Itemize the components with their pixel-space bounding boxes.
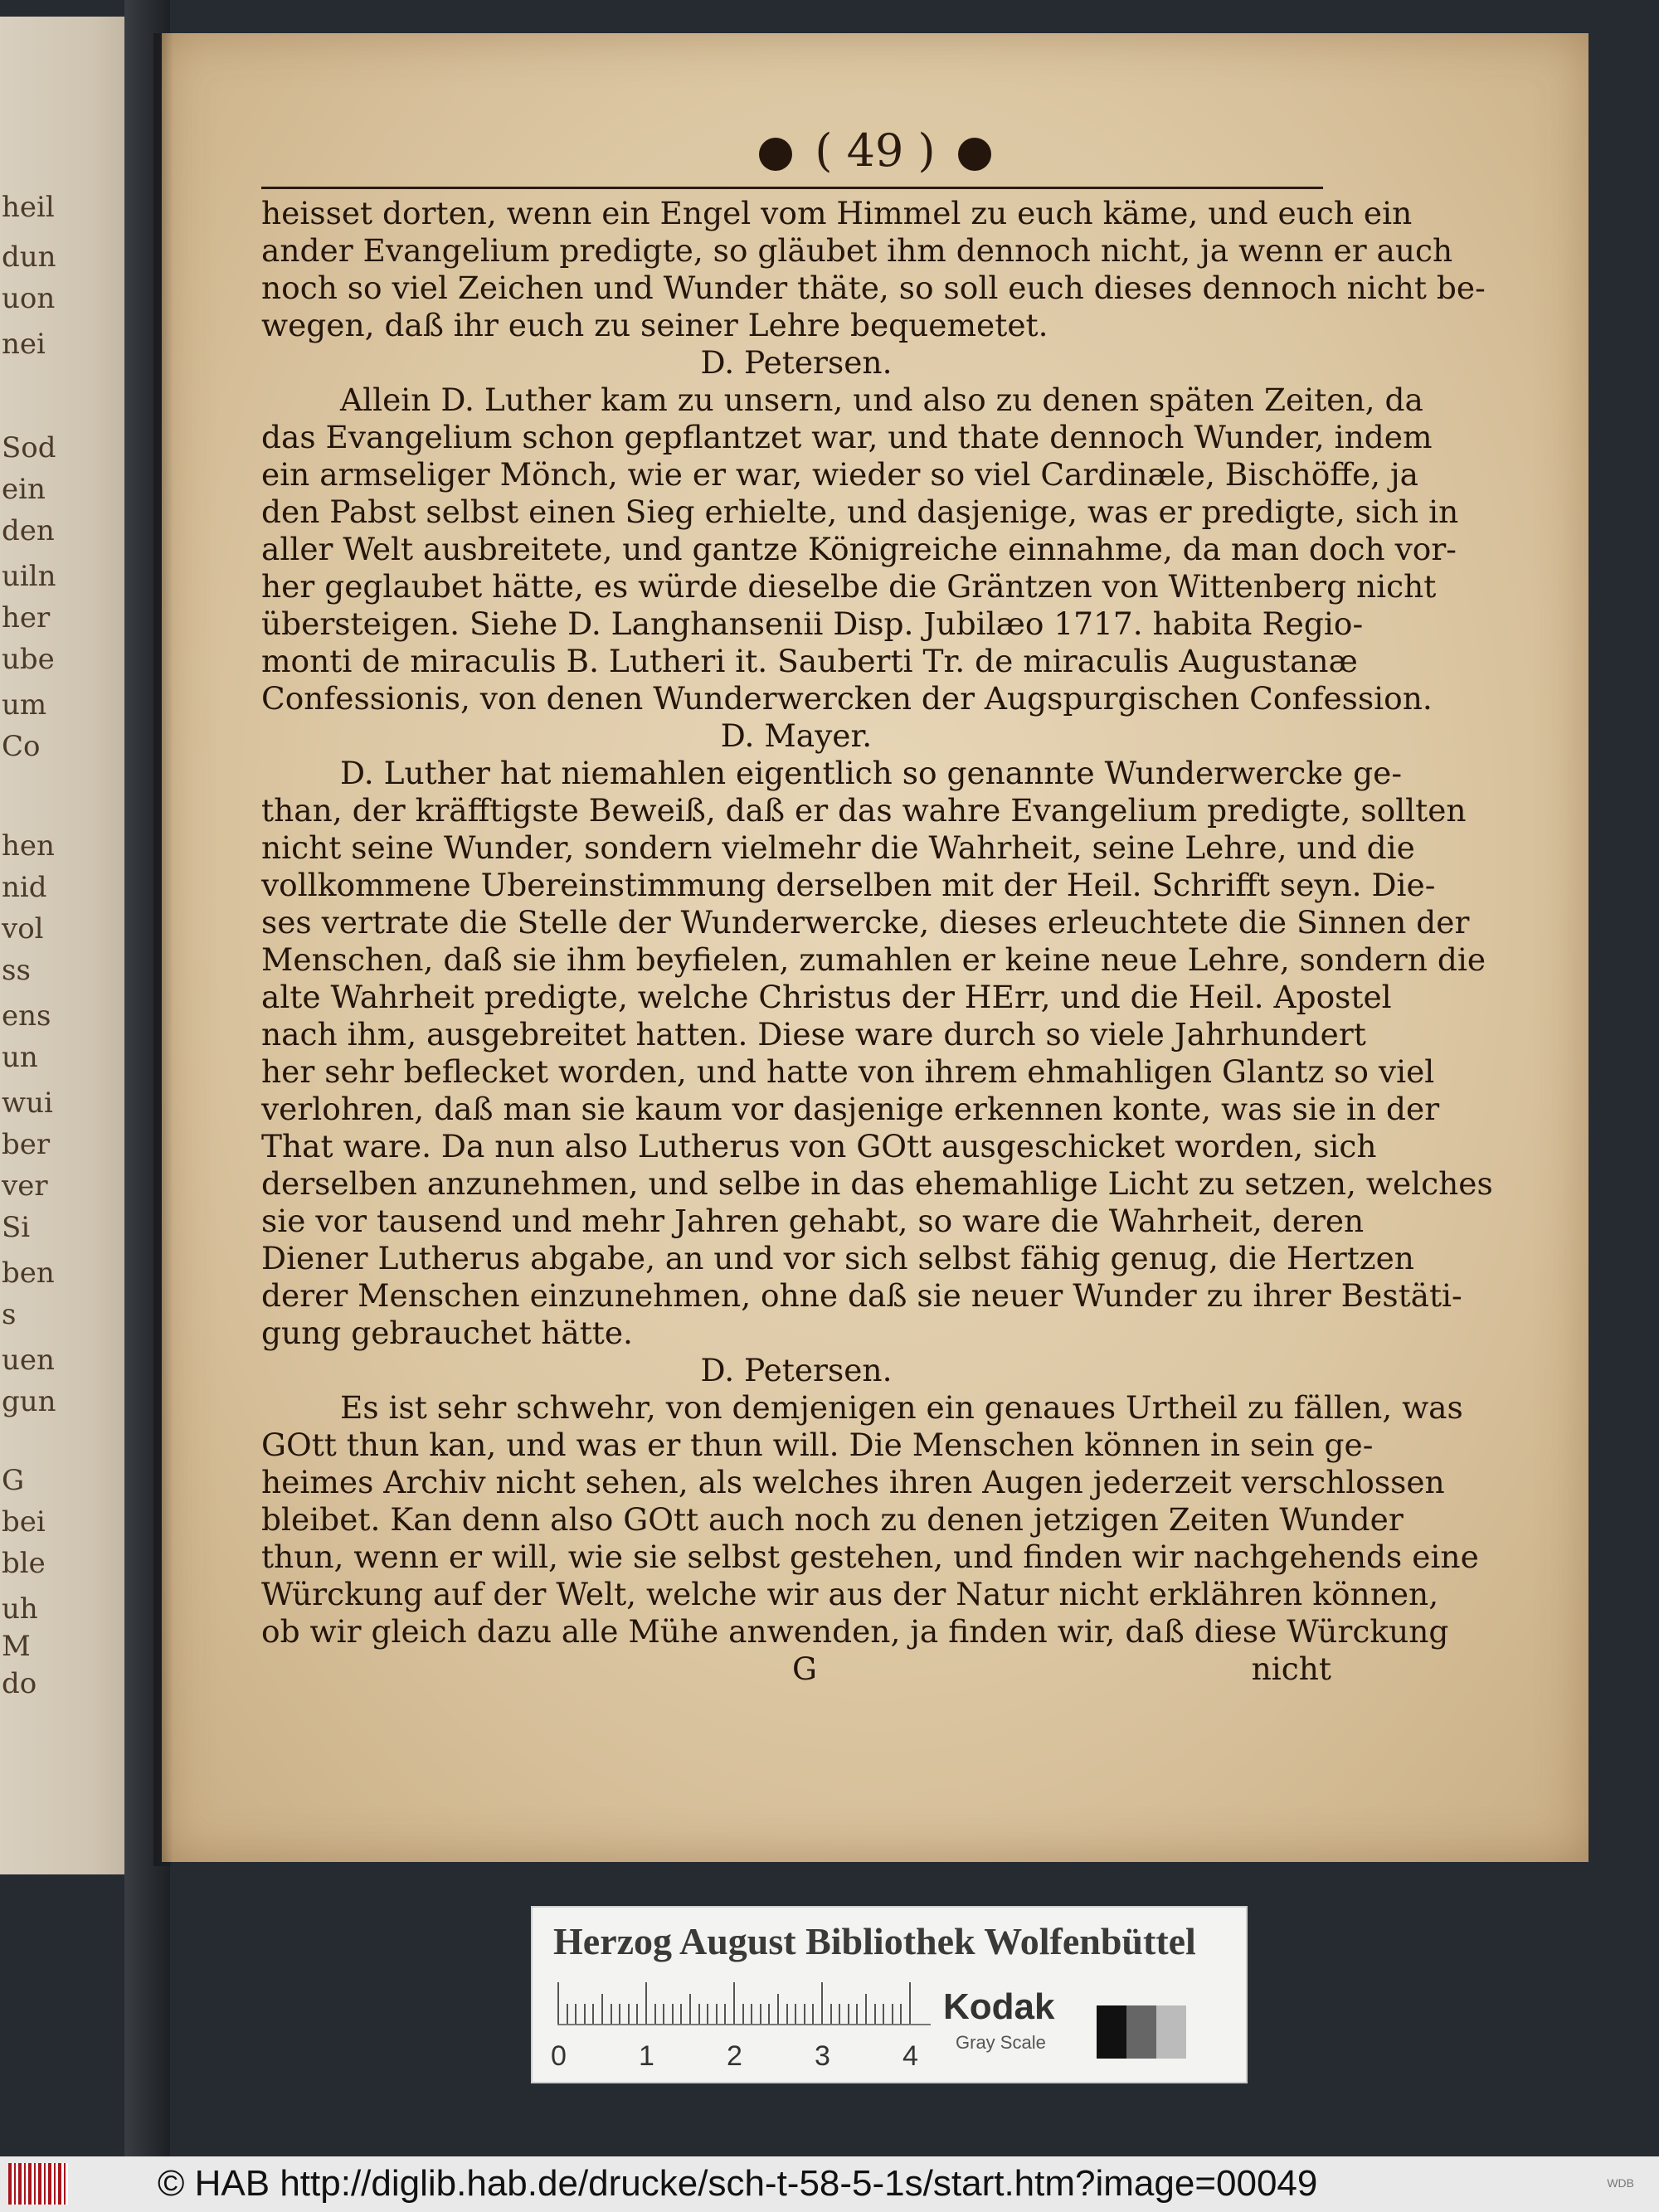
left-page-fragment: uen: [2, 1344, 55, 1377]
book-page: [162, 33, 1588, 1862]
ruler-tick: [584, 2004, 586, 2024]
ruler-tick: [654, 2004, 656, 2024]
ruler-tick: [804, 2004, 805, 2024]
left-page-fragment: uh: [2, 1592, 38, 1626]
text-line: Menschen, daß sie ihm beyfielen, zumahlen er keine neue Lehre, sondern die: [261, 941, 1486, 978]
text-line: bleibet. Kan denn also GOtt auch noch zu denen jetzigen Zeiten Wunder: [261, 1501, 1404, 1538]
left-page-fragment: un: [2, 1041, 38, 1074]
ruler-tick: [672, 2004, 674, 2024]
ruler-tick: [628, 2004, 630, 2024]
text-line: sie vor tausend und mehr Jahren gehabt, so ware die Wahrheit, deren: [261, 1203, 1365, 1239]
ruler-tick: [874, 2004, 876, 2024]
text-line: than, der kräfftigste Beweiß, daß er das wahre Evangelium predigte, sollten: [261, 792, 1467, 829]
text-line: Würckung auf der Welt, welche wir aus der Natur nicht erklähren können,: [261, 1576, 1439, 1612]
ruler-tick: [733, 1982, 735, 2024]
page-header: [162, 124, 1588, 177]
text-line: Es ist sehr schwehr, von demjenigen ein genaues Urtheil zu fällen, was: [340, 1389, 1463, 1426]
left-page-fragment: G: [2, 1464, 25, 1497]
left-page-fragment: Co: [2, 730, 41, 763]
text-line: übersteigen. Siehe D. Langhansenii Disp. Jubilæo 1717. habita Regio-: [261, 605, 1364, 642]
ruler-tick: [812, 2004, 814, 2024]
left-page-fragment: ber: [2, 1128, 51, 1161]
paragraph-petersen-2: [261, 1389, 1479, 1650]
hab-logo-icon: [8, 2163, 68, 2205]
color-calibration-card: [531, 1906, 1248, 2083]
speaker-heading: D. Petersen.: [700, 1352, 893, 1388]
left-page-fragment: heil: [2, 191, 55, 224]
ruler-tick: [892, 2004, 893, 2024]
left-page-fragment: ben: [2, 1257, 55, 1290]
left-page-fragment: ube: [2, 643, 55, 676]
spine-shadow: [153, 33, 173, 1866]
library-name: Herzog August Bibliothek Wolfenbüttel: [553, 1920, 1196, 1962]
ruler-tick: [848, 2004, 849, 2024]
scale-number: 0: [551, 2040, 567, 2072]
paragraph-continued: [261, 195, 1486, 344]
light-gray-swatch: [1156, 2005, 1186, 2059]
page-number: ( 49 ): [815, 124, 936, 177]
left-page-fragment: uiln: [2, 560, 56, 593]
text-line: heisset dorten, wenn ein Engel vom Himmel zu euch käme, und euch ein: [261, 195, 1413, 231]
text-line: verlohren, daß man sie kaum vor dasjenige erkennen konte, was sie in der: [261, 1091, 1440, 1127]
page-text: [261, 195, 1493, 1688]
text-line: ein armseliger Mönch, wie er war, wieder so viel Cardinæle, Bischöffe, ja: [261, 456, 1418, 493]
text-line: Allein D. Luther kam zu unsern, und also zu denen späten Zeiten, da: [340, 382, 1423, 418]
corner-mark: WDB: [1607, 2176, 1634, 2190]
ruler-tick: [557, 1982, 559, 2024]
ruler-tick: [645, 1982, 647, 2024]
left-page-fragment: ble: [2, 1547, 46, 1580]
page-footer-line: [261, 1650, 1331, 1688]
left-page-fragment: M: [2, 1630, 31, 1663]
text-line: ob wir gleich dazu alle Mühe anwenden, ja finden wir, daß diese Würckung: [261, 1613, 1449, 1650]
ruler-tick: [707, 2004, 708, 2024]
ruler-tick: [592, 2004, 594, 2024]
ruler-tick: [795, 2004, 796, 2024]
ruler-tick: [611, 2004, 612, 2024]
ruler-tick: [768, 2004, 770, 2024]
ruler-tick: [619, 2004, 620, 2024]
left-page-fragment: her: [2, 601, 51, 634]
ruler-tick: [883, 2004, 884, 2024]
text-line: gung gebrauchet hätte.: [261, 1315, 633, 1351]
kodak-logo: Kodak: [943, 1986, 1055, 2027]
left-page-fragment: do: [2, 1667, 37, 1700]
text-line: heimes Archiv nicht sehen, als welches ihren Augen jederzeit verschlossen: [261, 1464, 1445, 1500]
ruler-tick: [865, 1994, 867, 2024]
ruler-tick: [663, 2004, 664, 2024]
text-line: her sehr beflecket worden, und hatte von ihrem ehmahligen Glantz so viel: [261, 1053, 1435, 1090]
left-page-fragment: wui: [2, 1087, 53, 1120]
ruler-tick: [575, 2004, 577, 2024]
ruler-tick: [601, 1994, 603, 2024]
left-page-fragment: ein: [2, 473, 46, 506]
ruler-tick: [777, 1994, 779, 2024]
ruler-tick: [751, 2004, 752, 2024]
speaker-heading: D. Petersen.: [700, 344, 893, 381]
text-line: her geglaubet hätte, es würde dieselbe die Gräntzen von Wittenberg nicht: [261, 568, 1437, 605]
left-page-fragment: uon: [2, 282, 56, 315]
text-line: noch so viel Zeichen und Wunder thäte, so soll euch dieses dennoch nicht be-: [261, 270, 1486, 306]
text-line: nicht seine Wunder, sondern vielmehr die Wahrheit, seine Lehre, und die: [261, 829, 1415, 866]
scale-ruler: [557, 1981, 931, 2025]
ruler-tick: [724, 2004, 726, 2024]
speaker-heading: D. Mayer.: [720, 717, 873, 754]
header-rule: [261, 187, 1323, 189]
left-page-fragment: nei: [2, 328, 46, 361]
text-line: das Evangelium schon gepflantzet war, und thate dennoch Wunder, indem: [261, 419, 1433, 455]
ruler-tick: [760, 2004, 761, 2024]
text-line: monti de miraculis B. Lutheri it. Sauberti Tr. de miraculis Augustanæ: [261, 643, 1358, 679]
text-line: Diener Lutherus abgabe, an und vor sich selbst fähig genug, die Hertzen: [261, 1240, 1414, 1276]
left-page-fragment: Si: [2, 1211, 31, 1244]
ruler-tick: [900, 2004, 902, 2024]
left-page-fragment: den: [2, 514, 55, 547]
footer-bar: [0, 2156, 1659, 2212]
text-line: ander Evangelium predigte, so gläubet ihm dennoch nicht, ja wenn er auch: [261, 232, 1453, 269]
ruler-tick: [680, 2004, 682, 2024]
text-line: GOtt thun kan, und was er thun will. Die Menschen können in sein ge-: [261, 1427, 1374, 1463]
text-line: wegen, daß ihr euch zu seiner Lehre bequemetet.: [261, 307, 1048, 343]
left-page-fragment: s: [2, 1298, 17, 1331]
ruler-tick: [821, 1982, 823, 2024]
left-page-fragment: ss: [2, 954, 31, 987]
left-page-fragment: gun: [2, 1385, 56, 1418]
left-page-fragment: vol: [2, 912, 44, 946]
left-page-fragment: hen: [2, 829, 55, 863]
text-line: vollkommene Ubereinstimmung derselben mit der Heil. Schrifft seyn. Die-: [261, 867, 1436, 903]
text-line: derer Menschen einzunehmen, ohne daß sie neuer Wunder zu ihrer Bestäti-: [261, 1277, 1462, 1314]
catchword: nicht: [1251, 1650, 1331, 1687]
text-line: D. Luther hat niemahlen eigentlich so genannte Wunderwercke ge-: [340, 755, 1403, 791]
ruler-tick: [716, 2004, 718, 2024]
ornament-left-icon: [759, 138, 792, 171]
ruler-tick: [689, 1994, 691, 2024]
copyright-url: © HAB http://diglib.hab.de/drucke/sch-t-58-5-1s/start.htm?image=00049: [158, 2163, 1318, 2204]
ruler-tick: [698, 2004, 700, 2024]
text-line: den Pabst selbst einen Sieg erhielte, und dasjenige, was er predigte, sich in: [261, 493, 1459, 530]
scale-number: 4: [902, 2040, 918, 2072]
ruler-tick: [830, 2004, 832, 2024]
ruler-tick: [839, 2004, 840, 2024]
gray-scale-label: Gray Scale: [956, 2032, 1046, 2053]
gray-swatch: [1126, 2005, 1156, 2059]
ruler-tick: [786, 2004, 788, 2024]
text-line: thun, wenn er will, wie sie selbst gestehen, und finden wir nachgehends eine: [261, 1539, 1479, 1575]
ruler-tick: [636, 2004, 638, 2024]
left-page-fragment: ver: [2, 1169, 48, 1203]
black-swatch: [1097, 2005, 1126, 2059]
scale-number: 3: [815, 2040, 830, 2072]
text-line: derselben anzunehmen, und selbe in das ehemahlige Licht zu setzen, welches: [261, 1165, 1493, 1202]
left-page-fragment: dun: [2, 241, 56, 274]
left-page-fragment: ens: [2, 999, 51, 1033]
text-line: ses vertrate die Stelle der Wunderwercke, dieses erleuchtete die Sinnen der: [261, 904, 1470, 941]
scale-number: 1: [639, 2040, 654, 2072]
ornament-right-icon: [958, 138, 991, 171]
text-line: nach ihm, ausgebreitet hatten. Diese ware durch so viele Jahrhundert: [261, 1016, 1366, 1053]
ruler-tick: [909, 1982, 911, 2024]
ruler-tick: [567, 2004, 568, 2024]
paragraph-mayer: [261, 755, 1493, 1352]
left-page-fragment: nid: [2, 871, 47, 904]
text-line: That ware. Da nun also Lutherus von GOtt ausgeschicket worden, sich: [261, 1128, 1377, 1164]
signature-mark: G: [792, 1650, 817, 1687]
scale-number: 2: [727, 2040, 742, 2072]
text-line: Confessionis, von denen Wunderwercken der Augspurgischen Confession.: [261, 680, 1433, 717]
left-page-fragment: Sod: [2, 431, 56, 464]
paragraph-petersen-1: [261, 382, 1459, 717]
text-line: alte Wahrheit predigte, welche Christus der HErr, und die Heil. Apostel: [261, 979, 1392, 1015]
text-line: aller Welt ausbreitete, und gantze Königreiche einnahme, da man doch vor-: [261, 531, 1457, 567]
left-page-fragment: bei: [2, 1505, 46, 1539]
ruler-tick: [856, 2004, 858, 2024]
left-page-fragment: um: [2, 688, 47, 722]
ruler-tick: [742, 2004, 744, 2024]
